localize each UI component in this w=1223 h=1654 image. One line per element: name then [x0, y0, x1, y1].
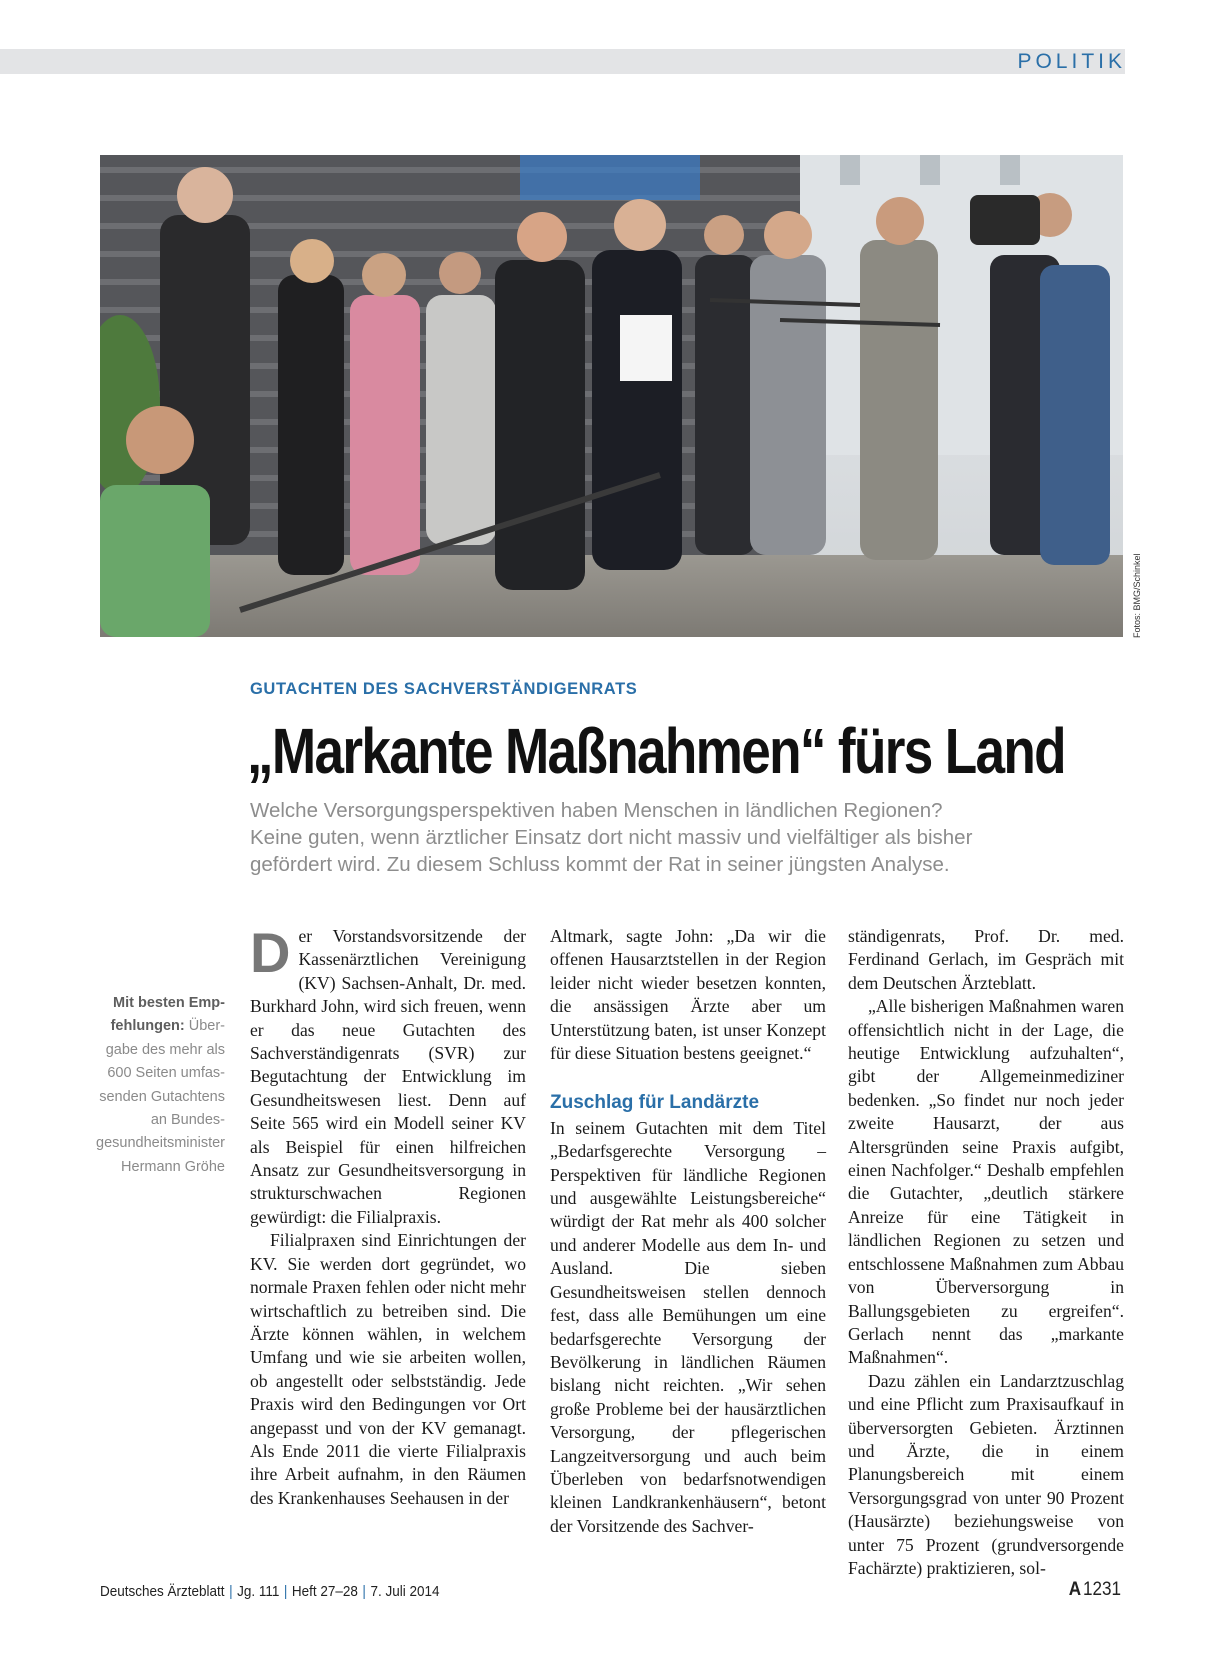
body-paragraph: „Alle bisherigen Maßnahmen waren offensichtlich nicht in der Lage, die heutige Entwicklung aufzuhalten“, gibt der Allgemeinmediziner bedenken. „So findet nur noch jeder zweite Hausarzt, der aus Altersgründen seine Praxis aufgibt, einen Nachfolger.“ Deshalb empfehlen die Gutachter, „deutlich stärkere Anreize für eine Tätigkeit in ländlichen Regionen zu setzen und entschlossene Maßnahmen zum Abbau von Überversorgung in Ballungsgebieten zu ergreifen“. Gerlach nennt das „markante Maßnahmen“.	[848, 996, 1124, 1368]
article-headline: „Markante Maßnahmen“ fürs Land	[247, 715, 1065, 787]
page-number-value: 1231	[1082, 1579, 1121, 1600]
footer-separator: |	[229, 1583, 233, 1600]
body-paragraph: In seinem Gutachten mit dem Titel „Bedarfsgerechte Versorgung – Perspektiven für ländliche Regionen und ausgewählte Leistungsbereiche“ würdigt der Rat mehr als 400 solcher und anderer Modelle aus dem In- und Ausland. Die sieben Gesundheitsweisen stellen dennoch fest, dass alle Bemühungen um eine bedarfsgerechte Versorgung der Bevölkerung in ländlichen Räumen bislang nicht reichten. „Wir sehen große Probleme bei der hausärztlichen Versorgung, der pflegerischen Langzeitversorgung und auch beim Überleben von bedarfsnotwendigen kleinen Landkrankenhäusern“, betont der Vorsitzende des Sachver-	[550, 1117, 826, 1536]
issue-date: 7. Juli 2014	[370, 1583, 440, 1600]
caption-line: gabe des mehr als	[105, 1041, 225, 1058]
caption-bold: Mit besten Emp-	[113, 995, 225, 1011]
caption-line: an Bundes-	[150, 1112, 225, 1129]
dropcap: D	[250, 921, 291, 984]
volume: Jg. 111	[237, 1583, 280, 1600]
body-paragraph: er Vorstandsvorsitzende der Kassenärztlichen Vereinigung (KV) Sachsen-Anhalt, Dr. med. Burkhard John, wird sich freuen, wenn er das neue Gutachten des Sachverständigenrats (SVR) zur Begutachtung der Entwicklung im Gesundheitswesen liest. Denn auf Seite 565 wird ein Modell seiner KV als Beispiel für einen hilfreichen Ansatz zur Gesundheitsversorgung in strukturschwachen Regionen gewürdigt: die Filialpraxis.	[250, 926, 526, 1227]
body-paragraph: Dazu zählen ein Landarztzuschlag und eine Pflicht zum Praxisaufkauf in überversorgten Gebieten. Ärztinnen und Ärzte, die in einem Planungsbereich mit einem Versorgungsgrad von unter 90 Prozent (Hausärzte) beziehungsweise von unter 75 Prozent (grundversorgende Fachärzte) praktizieren, sol-	[848, 1370, 1124, 1578]
issue: Heft 27–28	[291, 1583, 358, 1600]
article-photo	[100, 155, 1123, 637]
page-number	[1069, 1579, 1121, 1601]
section-label: POLITIK	[1017, 50, 1126, 73]
article-column-2	[550, 925, 826, 1538]
photo-caption	[95, 992, 225, 1179]
page-prefix: A	[1068, 1579, 1082, 1600]
article-column-3	[848, 925, 1124, 1580]
caption-line: senden Gutachtens	[99, 1088, 225, 1105]
article-kicker: GUTACHTEN DES SACHVERSTÄNDIGENRATS	[250, 680, 638, 698]
journal-name: Deutsches Ärzteblatt	[100, 1583, 225, 1600]
lead-line: Welche Versorgungsperspektiven haben Menschen in ländlichen Regionen?	[250, 799, 943, 822]
article-column-1	[250, 921, 526, 1510]
caption-text: Über-	[184, 1018, 225, 1035]
article-lead	[250, 797, 1150, 878]
lead-line: Keine guten, wenn ärztlicher Einsatz dort nicht massiv und vielfältiger als bisher	[250, 826, 973, 849]
subheading: Zuschlag für Landärzte	[550, 1092, 760, 1114]
page-footer	[100, 1583, 440, 1600]
footer-separator: |	[362, 1583, 366, 1600]
caption-line: Hermann Gröhe	[121, 1158, 225, 1175]
photo-credit: Fotos: BMG/Schinkel	[1132, 553, 1142, 638]
body-paragraph: Filialpraxen sind Einrichtungen der KV. Sie werden dort gegründet, wo normale Praxen fehlen oder nicht mehr wirtschaftlich zu betreiben sind. Die Ärzte können wählen, in welchem Umfang und wie sie arbeiten wollen, ob angestellt oder selbstständig. Jede Praxis wird den Bedingungen vor Ort angepasst und von der KV gemanagt. Als Ende 2011 die vierte Filialpraxis ihre Arbeit aufnahm, in den Räumen des Krankenhauses Seehausen in der	[250, 1230, 526, 1508]
section-header-bar	[0, 49, 1125, 74]
footer-separator: |	[283, 1583, 288, 1600]
caption-line: gesundheitsminister	[96, 1135, 225, 1152]
caption-line: 600 Seiten umfas-	[107, 1065, 225, 1082]
caption-bold: fehlungen:	[110, 1018, 185, 1035]
body-paragraph: Altmark, sagte John: „Da wir die offenen Hausarztstellen in der Region leider nicht wieder besetzen konnten, die ansässigen Ärzte aber um Unterstützung baten, ist unser Konzept für diese Situation bestens geeignet.“	[550, 926, 826, 1064]
body-paragraph: ständigenrats, Prof. Dr. med. Ferdinand Gerlach, im Gespräch mit dem Deutschen Ärzteblatt.	[848, 926, 1124, 993]
lead-line: gefördert wird. Zu diesem Schluss kommt der Rat in seiner jüngsten Analyse.	[250, 853, 950, 876]
